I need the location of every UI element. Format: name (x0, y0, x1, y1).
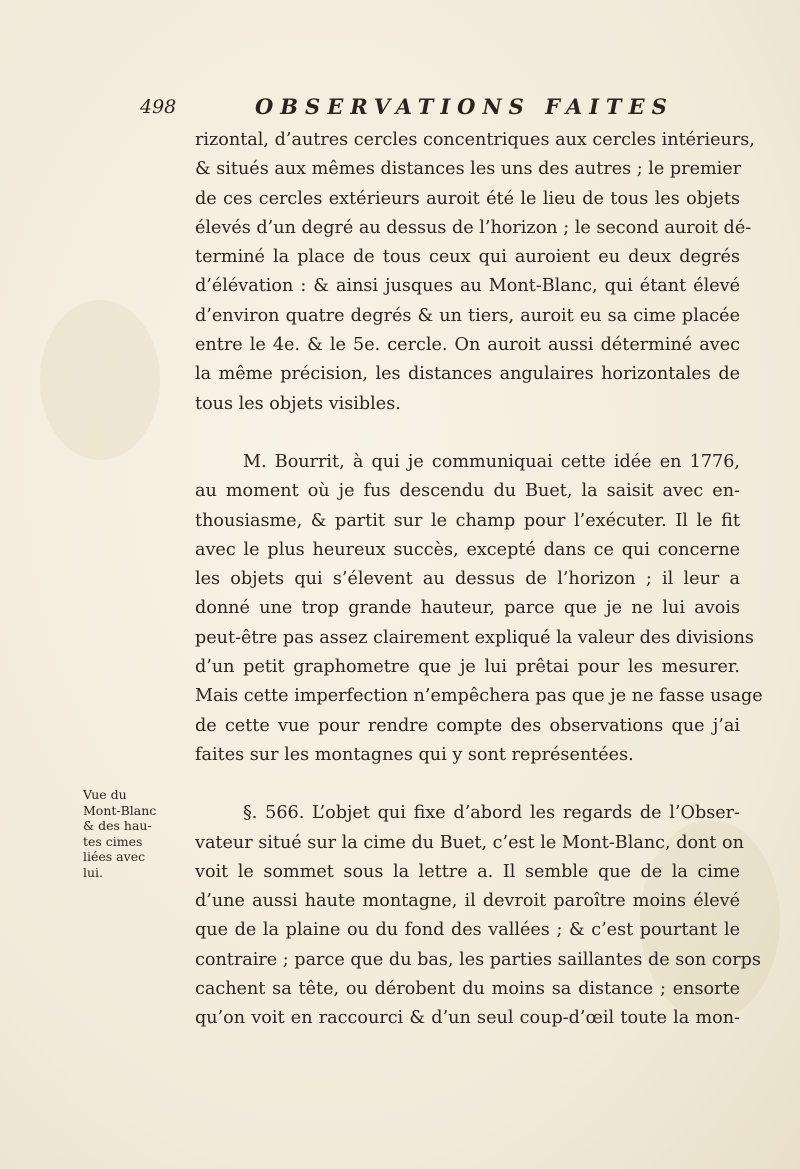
margin-note-line: liées avec (83, 849, 146, 864)
text-line: tous les objets visibles. (195, 393, 401, 414)
text-line: de ces cercles extérieurs auroit été le lieu de tous les objets (195, 188, 740, 209)
text-line: cachent sa tête, ou dérobent du moins sa distance ; ensorte (195, 979, 740, 1000)
text-line: entre le 4e. & le 5e. cercle. On auroit aussi déterminé avec (195, 335, 740, 356)
text-line: élevés d’un degré au dessus de l’horizon ; le second auroit dé- (195, 217, 752, 238)
text-line: au moment où je fus descendu du Buet, la saisit avec en- (195, 481, 740, 502)
text-line: §. 566. L’objet qui fixe d’abord les regards de l’Obser- (243, 803, 740, 824)
text-line: d’élévation : & ainsi jusques au Mont-Blanc, qui étant élevé (195, 276, 740, 297)
text-line: voit le sommet sous la lettre a. Il semble que de la cime (195, 861, 740, 882)
text-line: la même précision, les distances angulaires horizontales de (195, 364, 740, 385)
body-text (195, 126, 763, 1034)
text-line: contraire ; parce que du bas, les parties saillantes de son corps (195, 949, 761, 970)
paragraph (195, 799, 761, 1033)
text-line: & situés aux mêmes distances les uns des autres ; le premier (195, 159, 742, 180)
text-line: thousiasme, & partit sur le champ pour l’exécuter. Il le fit (195, 510, 740, 531)
text-line: que de la plaine ou du fond des vallées ; & c’est pourtant le (195, 920, 740, 941)
margin-note-line: Vue du (83, 787, 127, 802)
text-line: d’un petit graphometre que je lui prêtai pour les mesurer. (195, 657, 740, 678)
paragraph (195, 126, 755, 419)
text-line: avec le plus heureux succès, excepté dans ce qui concerne (195, 539, 740, 560)
text-line: Mais cette imperfection n’empêchera pas que je ne fasse usage (195, 686, 763, 707)
running-title: OBSERVATIONS FAITES (255, 94, 674, 119)
text-line: de cette vue pour rendre compte des observations que j’ai (195, 715, 740, 736)
text-line: les objets qui s’élevent au dessus de l’horizon ; il leur a (195, 569, 740, 590)
page-header (140, 94, 700, 124)
margin-note-line: Mont-Blanc (83, 802, 157, 818)
page-number: 498 (140, 96, 177, 118)
text-line: vateur situé sur la cime du Buet, c’est le Mont-Blanc, dont on (195, 832, 744, 853)
text-line: terminé la place de tous ceux qui auroient eu deux degrés (195, 247, 740, 268)
text-line: d’une aussi haute montagne, il devroit paroître moins élevé (195, 891, 740, 912)
paragraph (195, 448, 763, 770)
text-line: M. Bourrit, à qui je communiquai cette idée en 1776, (243, 451, 740, 472)
text-line: qu’on voit en raccourci & d’un seul coup-d’œil toute la mon- (195, 1008, 740, 1029)
margin-note (83, 787, 183, 880)
text-line: d’environ quatre degrés & un tiers, auroit eu sa cime placée (195, 305, 740, 326)
margin-note-line: tes cimes (83, 833, 143, 849)
paper-stain (40, 300, 160, 460)
margin-note-line: & des hau- (83, 818, 152, 833)
margin-note-line: lui. (83, 864, 104, 880)
text-line: rizontal, d’autres cercles concentriques aux cercles intérieurs, (195, 130, 755, 150)
text-line: donné une trop grande hauteur, parce que je ne lui avois (195, 598, 740, 619)
text-line: peut-être pas assez clairement expliqué la valeur des divisions (195, 627, 754, 648)
text-line: faites sur les montagnes qui y sont représentées. (195, 744, 634, 765)
